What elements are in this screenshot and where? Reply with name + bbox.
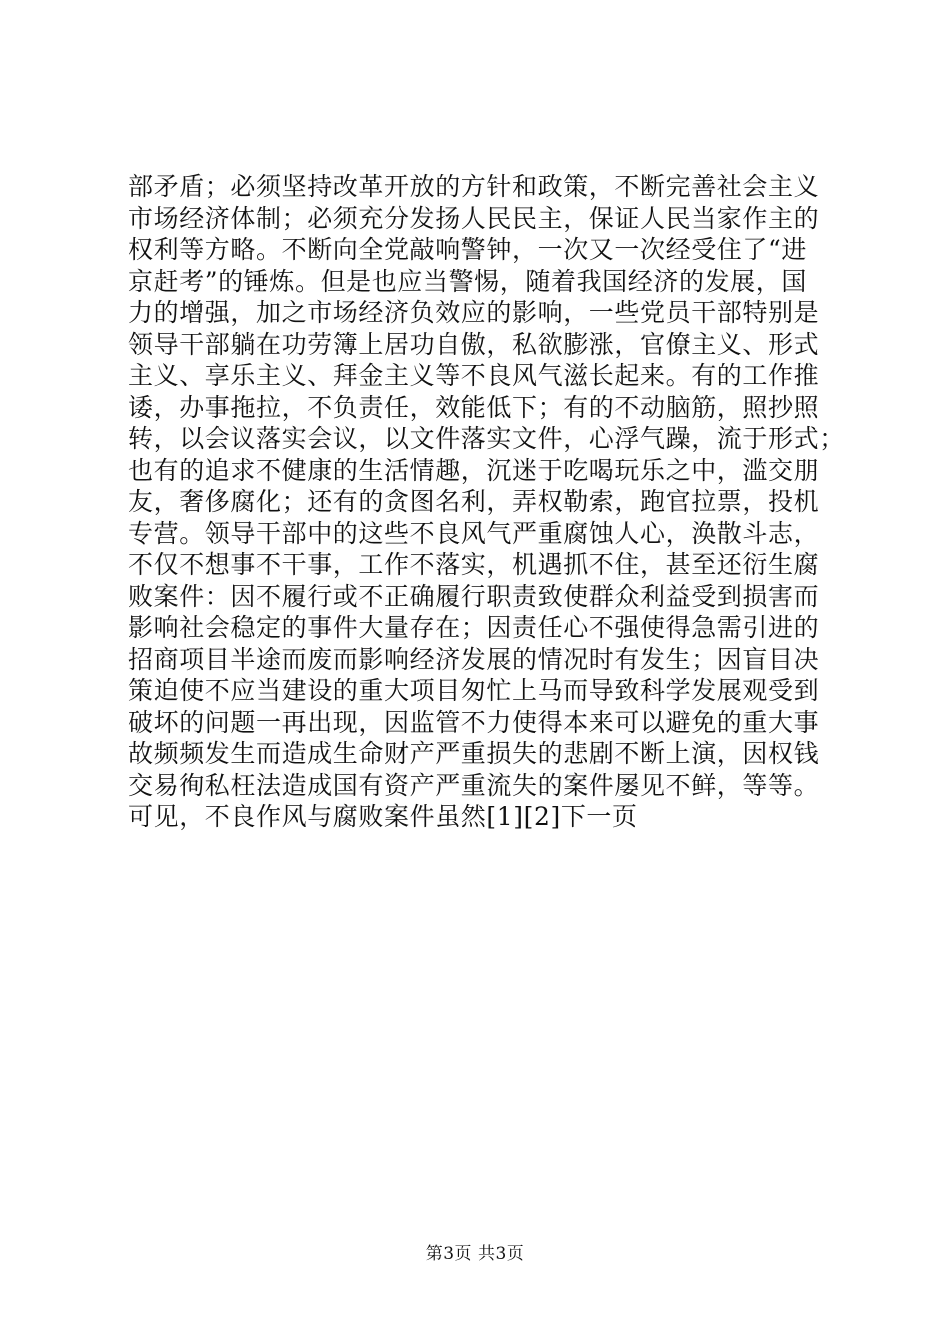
body-paragraph — [128, 171, 845, 833]
text-line: 部矛盾；必须坚持改革开放的方针和政策，不断完善社会主义 — [128, 172, 820, 201]
text-line: 破坏的问题一再出现，因监管不力使得本来可以避免的重大事 — [128, 707, 820, 737]
text-line: 京赶考”的锤炼。但是也应当警惕，随着我国经济的发展，国 — [128, 266, 807, 296]
text-line: 主义、享乐主义、拜金主义等不良风气滋长起来。有的工作推 — [128, 361, 820, 390]
text-line: 败案件：因不履行或不正确履行职责致使群众利益受到损害而 — [128, 581, 820, 611]
text-line: 不仅不想事不干事，工作不落实，机遇抓不住，甚至还衍生腐 — [128, 550, 820, 579]
text-line: 权利等方略。不断向全党敲响警钟，一次又一次经受住了“进 — [128, 235, 807, 264]
text-line: 友，奢侈腐化；还有的贪图名利，弄权勒索，跑官拉票，投机 — [128, 487, 820, 516]
text-line: 领导干部躺在功劳簿上居功自傲，私欲膨涨，官僚主义、形式 — [128, 329, 820, 359]
text-line: 影响社会稳定的事件大量存在；因责任心不强使得急需引进的 — [128, 613, 820, 642]
text-line: 招商项目半途而废而影响经济发展的情况时有发生；因盲目决 — [128, 644, 820, 674]
text-line: 策迫使不应当建设的重大项目匆忙上马而导致科学发展观受到 — [128, 676, 820, 705]
text-line: 市场经济体制；必须充分发扬人民民主，保证人民当家作主的 — [128, 203, 820, 233]
text-line: 力的增强，加之市场经济负效应的影响，一些党员干部特别是 — [128, 298, 820, 327]
text-line: 转，以会议落实会议，以文件落实文件，心浮气躁，流于形式； — [128, 424, 845, 453]
text-line: 诿，办事拖拉，不负责任，效能低下；有的不动脑筋，照抄照 — [128, 392, 820, 422]
text-line-last: 可见，不良作风与腐败案件虽然[1][2]下一页 — [128, 802, 638, 831]
text-line: 故频频发生而造成生命财产严重损失的悲剧不断上演，因权钱 — [128, 739, 820, 768]
page-number-footer: 第3页 共3页 — [425, 1244, 525, 1264]
text-line: 也有的追求不健康的生活情趣，沉迷于吃喝玩乐之中，滥交朋 — [128, 455, 820, 485]
text-line: 专营。领导干部中的这些不良风气严重腐蚀人心，涣散斗志， — [128, 518, 820, 548]
text-line: 交易徇私枉法造成国有资产严重流失的案件屡见不鲜，等等。 — [128, 770, 820, 800]
